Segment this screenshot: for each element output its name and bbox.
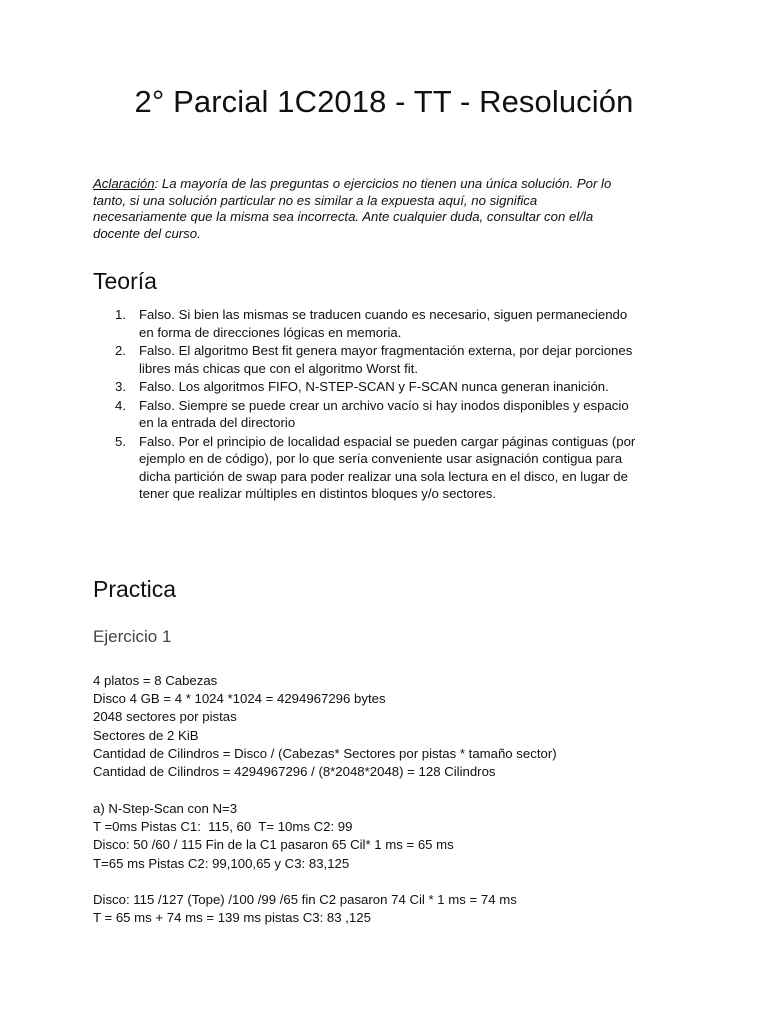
- answer-text: tener que realizar múltiples en distintos bloques y/o sectores.: [139, 486, 496, 501]
- exercise-line: Cantidad de Cilindros = Disco / (Cabezas* Sectores por pistas * tamaño sector): [93, 745, 557, 761]
- answer-text: Falso. Los algoritmos FIFO, N-STEP-SCAN y F-SCAN nunca generan inanición.: [139, 379, 609, 394]
- exercise-heading: Ejercicio 1: [93, 627, 172, 646]
- teoria-answer-list: [93, 306, 693, 504]
- exercise-line: a) N-Step-Scan con N=3: [93, 801, 238, 816]
- exercise-line: 2048 sectores por pistas: [93, 709, 237, 725]
- exercise-line: 4 platos = 8 Cabezas: [93, 673, 218, 688]
- exercise-line: Disco: 115 /127 (Tope) /100 /99 /65 fin C2 pasaron 74 Cil * 1 ms = 74 ms: [93, 892, 517, 907]
- answer-text: Falso. Siempre se puede crear un archivo vacío si hay inodos disponibles y espacio: [139, 397, 629, 413]
- answer-text: libres más chicas que con el algoritmo Worst fit.: [139, 360, 418, 376]
- answer-text: Falso. Por el principio de localidad espacial se pueden cargar páginas contiguas (por: [139, 433, 636, 449]
- answer-item: [93, 397, 693, 432]
- answer-text: Falso. Si bien las mismas se traducen cuando es necesario, siguen permaneciendo: [139, 307, 628, 322]
- exercise-line: T =0ms Pistas C1: 115, 60 T= 10ms C2: 99: [93, 819, 353, 835]
- clarification-text: tanto, si una solución particular no es similar a la expuesta aquí, no significa: [93, 192, 538, 208]
- section-heading-teoria: Teoría: [93, 268, 157, 294]
- answer-text: en la entrada del directorio: [139, 415, 296, 430]
- answer-item: [93, 433, 693, 503]
- section-heading-practica: Practica: [93, 576, 177, 602]
- clarification-text: : La mayoría de las preguntas o ejercicios no tienen una única solución. Por lo: [154, 176, 612, 191]
- exercise-line: T=65 ms Pistas C2: 99,100,65 y C3: 83,125: [93, 855, 350, 871]
- answer-text: dicha partición de swap para poder realizar una sola lectura en el disco, en lugar de: [139, 468, 628, 484]
- answer-number: 5.: [115, 433, 126, 449]
- exercise-line: Cantidad de Cilindros = 4294967296 / (8*2048*2048) = 128 Cilindros: [93, 764, 496, 780]
- exercise-line: Disco 4 GB = 4 * 1024 *1024 = 4294967296 bytes: [93, 691, 386, 707]
- answer-number: 4.: [115, 397, 126, 413]
- clarification-text: docente del curso.: [93, 225, 201, 241]
- exercise-line: Sectores de 2 KiB: [93, 727, 199, 743]
- answer-number: 2.: [115, 343, 126, 358]
- exercise-data-block: [93, 672, 713, 781]
- answer-text: Falso. El algoritmo Best fit genera mayor fragmentación externa, por dejar porciones: [139, 343, 633, 358]
- answer-item: [93, 306, 693, 341]
- exercise-line: Disco: 50 /60 / 115 Fin de la C1 pasaron 65 Cil* 1 ms = 65 ms: [93, 837, 454, 853]
- answer-text: ejemplo en de código), por lo que sería conveniente usar asignación contigua para: [139, 451, 623, 466]
- part-a-block: [93, 800, 713, 873]
- clarification-note: [93, 176, 693, 242]
- part-a-continuation-block: [93, 891, 713, 927]
- answer-number: 1.: [115, 307, 126, 322]
- answer-text: en forma de direcciones lógicas en memoria.: [139, 324, 402, 340]
- document-title: 2° Parcial 1C2018 - TT - Resolución: [134, 84, 634, 119]
- clarification-label: Aclaración: [93, 176, 155, 191]
- answer-item: [93, 378, 693, 396]
- answer-item: [93, 342, 693, 377]
- answer-number: 3.: [115, 379, 126, 394]
- exercise-line: T = 65 ms + 74 ms = 139 ms pistas C3: 83 ,125: [93, 910, 371, 926]
- clarification-text: necesariamente que la misma sea incorrecta. Ante cualquier duda, consultar con el/la: [93, 209, 594, 224]
